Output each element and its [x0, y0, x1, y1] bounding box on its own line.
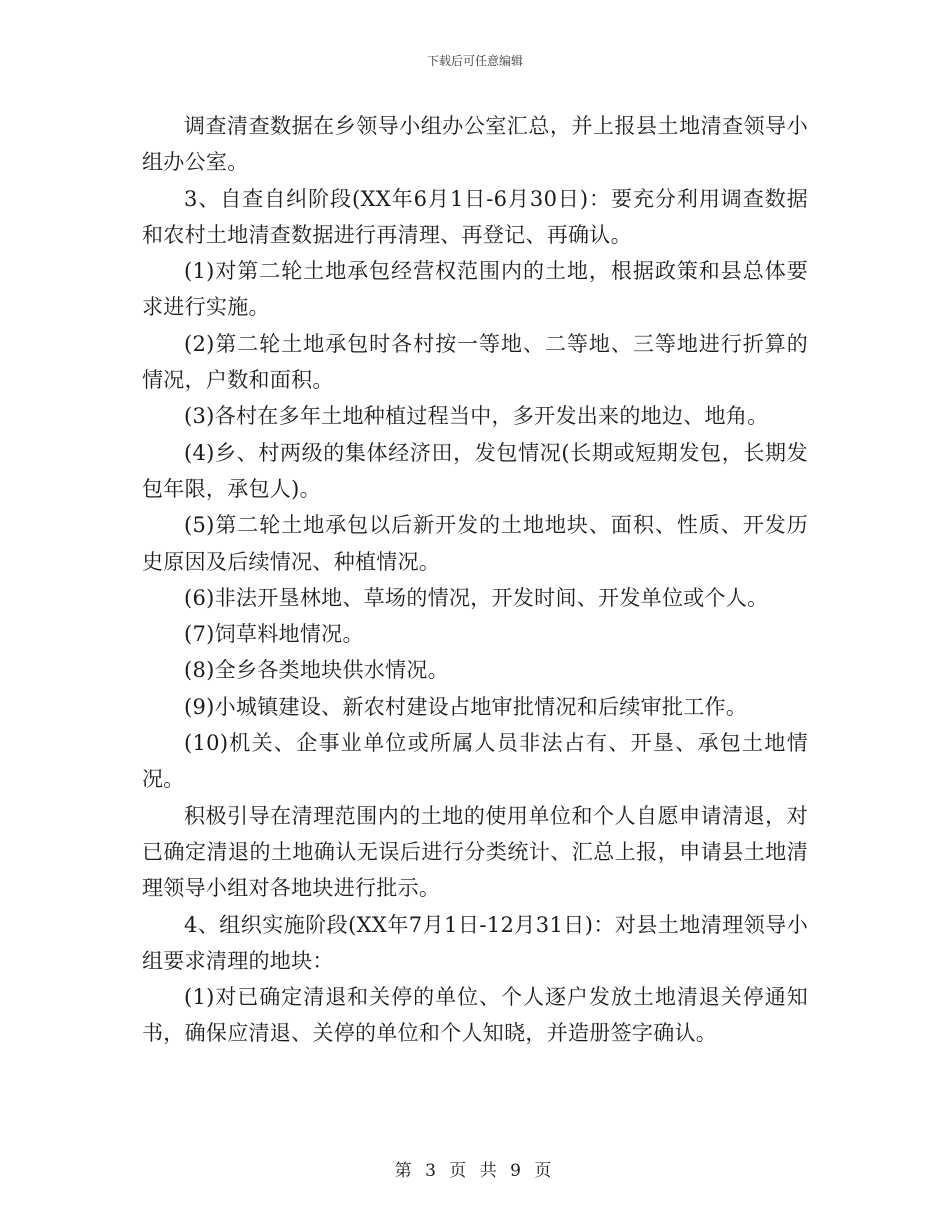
- paragraph: 积极引导在清理范围内的土地的使用单位和个人自愿申请清退，对已确定清退的土地确认无误后进行分类统计、汇总上报，申请县土地清理领导小组对各地块进行批示。: [142, 803, 808, 901]
- page-header: 下载后可任意编辑: [426, 54, 523, 68]
- paragraph: 调查清查数据在乡领导小组办公室汇总，并上报县土地清查领导小组办公室。: [142, 114, 808, 175]
- paragraph: 4、组织实施阶段(XX年7月1日-12月31日)：对县土地清理领导小组要求清理的地块：: [142, 912, 808, 973]
- document-body: [142, 108, 808, 1052]
- paragraph: (1)对第二轮土地承包经营权范围内的土地，根据政策和县总体要求进行实施。: [142, 259, 808, 320]
- paragraph: (2)第二轮土地承包时各村按一等地、二等地、三等地进行折算的情况，户数和面积。: [142, 331, 808, 393]
- paragraph: (8)全乡各类地块供水情况。: [184, 658, 449, 683]
- paragraph: (3)各村在多年土地种植过程当中，多开发出来的地边、地角。: [184, 404, 769, 429]
- paragraph: (4)乡、村两级的集体经济田，发包情况(长期或短期发包，长期发包年限，承包人)。: [142, 440, 808, 501]
- paragraph: 3、自查自纠阶段(XX年6月1日-6月30日)：要充分利用调查数据和农村土地清查数据进行再清理、再登记、再确认。: [142, 186, 808, 247]
- page-number-footer: 第 3 页 共 9 页: [394, 1161, 556, 1181]
- paragraph: (7)饲草料地情况。: [184, 622, 364, 647]
- paragraph: (5)第二轮土地承包以后新开发的土地地块、面积、性质、开发历史原因及后续情况、种植情况。: [142, 513, 808, 574]
- paragraph: (6)非法开垦林地、草场的情况，开发时间、开发单位或个人。: [184, 585, 769, 610]
- paragraph: (1)对已确定清退和关停的单位、个人逐户发放土地清退关停通知书，确保应清退、关停的单位和个人知晓，并造册签字确认。: [142, 985, 808, 1046]
- paragraph: (10)机关、企事业单位或所属人员非法占有、开垦、承包土地情况。: [142, 731, 808, 792]
- paragraph: (9)小城镇建设、新农村建设占地审批情况和后续审批工作。: [184, 694, 748, 719]
